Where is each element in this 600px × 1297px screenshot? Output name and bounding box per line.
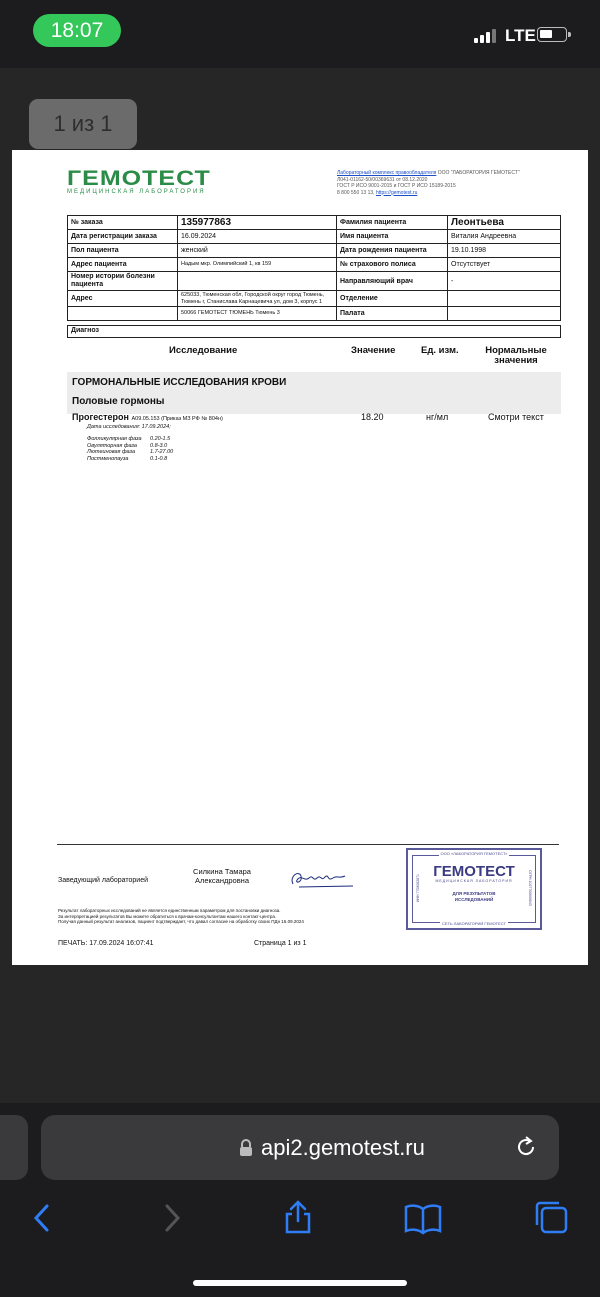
- status-bar: [0, 0, 600, 68]
- gemotest-logo: ГЕМОТЕСТ МЕДИЦИНСКАЯ ЛАБОРАТОРИЯ: [67, 166, 211, 195]
- test-value: 18.20: [361, 412, 384, 422]
- col-test: Исследование: [169, 345, 238, 356]
- lab-report-page: [12, 150, 588, 965]
- reload-icon[interactable]: [513, 1134, 539, 1160]
- bookmarks-icon[interactable]: [404, 1203, 442, 1235]
- test-name: Прогестерон A09.05.153 (Приказ МЗ РФ № 804н): [72, 412, 223, 422]
- test-norm: Смотри текст: [488, 412, 544, 422]
- patient-name: Виталия Андреевна: [448, 230, 561, 244]
- back-icon[interactable]: [30, 1203, 54, 1233]
- reference-ranges: Фолликулярная фаза 0.20-1.5 Овуляторная фаза 0.8-3.0 Лютеиновая фаза 1.7-27.00 Постменопауза 0.1-0.8: [87, 436, 174, 462]
- tabs-icon[interactable]: [533, 1199, 569, 1235]
- clock[interactable]: 18:07: [33, 14, 121, 47]
- browser-toolbar: [0, 1103, 600, 1297]
- network-type: LTE: [505, 26, 536, 45]
- forward-icon[interactable]: [160, 1203, 184, 1233]
- test-date: Дата исследования: 17.09.2024;: [87, 424, 171, 430]
- order-number: 135977863: [178, 216, 337, 230]
- signature: [287, 862, 357, 892]
- url-text[interactable]: api2.gemotest.ru: [261, 1135, 425, 1160]
- lab-stamp: ООО «ЛАБОРАТОРИЯ ГЕМОТЕСТ» ИНН 7708082871 ОГРН 1027700608843 ГЕМОТЕСТ МЕДИЦИНСКАЯ ЛАБОРАТОРИЯ ДЛЯ РЕЗУЛЬТАТОВ ИССЛЕДОВАНИЙ СЕТЬ ЛАБОРАТОРИЙ ГЕМОТЕСТ: [406, 848, 542, 930]
- print-timestamp: ПЕЧАТЬ: 17.09.2024 16:07:41: [58, 940, 154, 947]
- section-title: ГОРМОНАЛЬНЫЕ ИССЛЕДОВАНИЯ КРОВИ: [72, 377, 287, 388]
- col-unit: Ед. изм.: [421, 345, 459, 356]
- home-indicator[interactable]: [193, 1280, 407, 1286]
- website-link[interactable]: https://gemotest.ru: [375, 189, 418, 196]
- test-unit: нг/мл: [426, 412, 449, 422]
- patient-dob: 19.10.1998: [448, 244, 561, 258]
- head-label: Заведующий лабораторией: [58, 877, 148, 884]
- signal-icon: [474, 29, 496, 43]
- col-value: Значение: [351, 345, 396, 356]
- license-link[interactable]: Лабораторный комплекс правообладателя: [337, 170, 437, 176]
- head-name: Силкина Тамара Александровна: [193, 867, 251, 885]
- subsection-title: Половые гормоны: [72, 396, 165, 407]
- previous-tab[interactable]: [0, 1115, 28, 1180]
- license-info: Лабораторный комплекс правообладателя ООО "ЛАБОРАТОРИЯ ГЕМОТЕСТ" Л041-01162-50/00369631 от 08.12.2020 ГОСТ Р ИСО 9001-2015 и ГОСТ Р ИСО 15189-2015 8 800 550 13 13, https://gemotest.ru: [337, 170, 520, 196]
- diagnosis-row: Диагноз: [67, 325, 561, 338]
- col-norm: Нормальные значения: [485, 345, 547, 366]
- disclaimer: Результат лабораторных исследований не является единственным параметром для постановки диагноза. За интерпретацией результатов Вы можете обратиться к врачам-консультантам нашего контакт-центра. Получая данный результат анализов, пациент подтверждает, что давал согласие на обработку своих ПДн 16.09.2024: [58, 908, 304, 924]
- share-icon[interactable]: [283, 1199, 313, 1235]
- page-number: Страница 1 из 1: [254, 940, 307, 947]
- page-counter: 1 из 1: [29, 99, 137, 149]
- patient-info-table: № заказа 135977863 Фамилия пациента Леонтьева Дата регистрации заказа 16.09.2024 Имя пациента Виталия Андреевна Пол пациента женский Дата рождения пациента 19.10.1998 Адрес пациента Надым мкр. Олимпийский 1, кв 159 № страхового полиса Отсутствует Номер истории болезни пациента Направляющий врач - Адрес 625033, Тюменская обл, Городской округ город Тюмень, Тюмень г, Станислава Карнацевича ул, дом 3, корпус 1 Отделение 50066 ГЕМОТЕСТ ТЮМЕНЬ Тюмень 3 Палата: [67, 215, 561, 321]
- patient-surname: Леонтьева: [448, 216, 561, 230]
- address-bar[interactable]: [41, 1115, 559, 1180]
- lock-icon: [239, 1139, 253, 1157]
- battery-icon: [537, 27, 567, 42]
